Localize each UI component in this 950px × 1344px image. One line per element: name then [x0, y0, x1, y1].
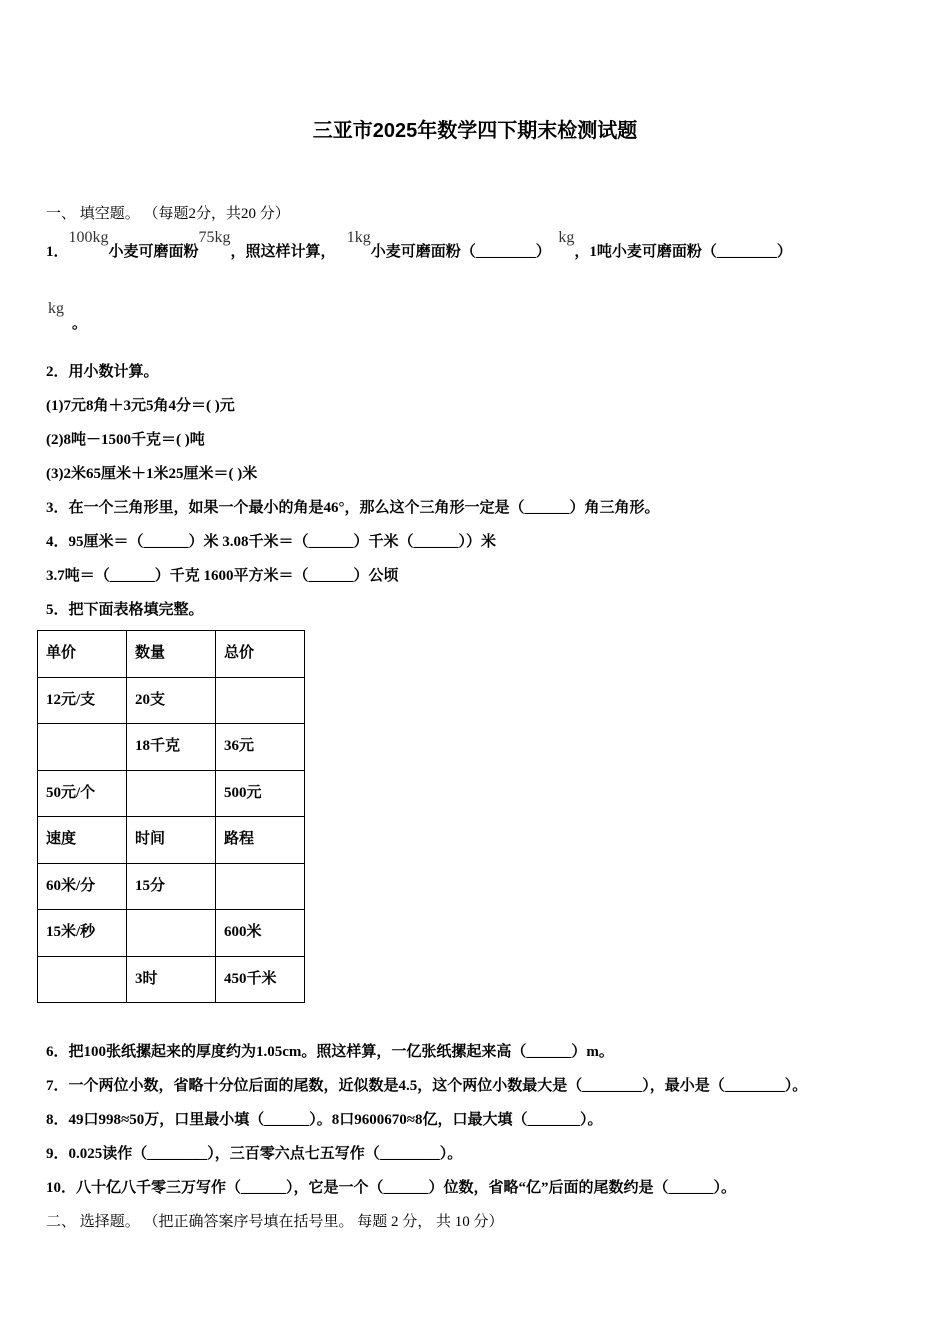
- table-cell: 3时: [127, 956, 216, 1003]
- section-2-heading: 二、 选择题。 （把正确答案序号填在括号里。 每题 2 分， 共 10 分）: [46, 1214, 504, 1230]
- table-cell: 15米/秒: [38, 910, 127, 957]
- table-cell: 15分: [127, 863, 216, 910]
- question-10: 10．八十亿八千零三万写作（______），它是一个（______）位数，省略“亿”后面的尾数约是（______）。: [46, 1180, 737, 1196]
- table-row: [38, 724, 305, 771]
- table-cell: 单价: [38, 631, 127, 678]
- question-4-line-2: 3.7吨＝（______）千克 1600平方米＝（______）公顷: [46, 568, 399, 584]
- table-cell: 60米/分: [38, 863, 127, 910]
- table-cell: [216, 863, 305, 910]
- table-cell: [38, 956, 127, 1003]
- table-row: [38, 910, 305, 957]
- table-cell: 500元: [216, 770, 305, 817]
- question-2-part-3: (3)2米65厘米＋1米25厘米＝( )米: [46, 466, 258, 482]
- q1-unit-1: 100kg: [68, 229, 109, 246]
- table-cell: 速度: [38, 817, 127, 864]
- table-cell: 600米: [216, 910, 305, 957]
- question-2-part-2: (2)8吨－1500千克＝( )吨: [46, 432, 205, 448]
- section-1-heading: 一、 填空题。 （每题2分，共20 分）: [46, 206, 290, 222]
- table-cell: [38, 724, 127, 771]
- q1-text-1: 小麦可磨面粉: [108, 244, 199, 260]
- q1-unit-3: 1kg: [346, 229, 371, 246]
- question-2: 2．用小数计算。: [46, 364, 159, 380]
- table-cell: 时间: [127, 817, 216, 864]
- table-cell: 12元/支: [38, 677, 127, 724]
- question-8: 8．49口998≈50万，口里最小填（______）。8口9600670≈8亿，口最大填（_______）。: [46, 1112, 603, 1128]
- q1-unit-2: 75kg: [198, 229, 231, 246]
- table-row: [38, 770, 305, 817]
- table-cell: 20支: [127, 677, 216, 724]
- table-cell: 36元: [216, 724, 305, 771]
- q1-text-4: ，1吨小麦可磨面粉（________）: [574, 244, 792, 260]
- table-row: [38, 677, 305, 724]
- q1-text-2: ，照这样计算，: [230, 244, 336, 260]
- table-row: [38, 863, 305, 910]
- question-6: 6．把100张纸摞起来的厚度约为1.05cm。照这样算，一亿张纸摞起来高（______）m。: [46, 1044, 614, 1060]
- table-row: [38, 956, 305, 1003]
- question-7: 7．一个两位小数，省略十分位后面的尾数，近似数是4.5，这个两位小数最大是（________），最小是（________）。: [46, 1078, 808, 1094]
- question-9: 9．0.025读作（________），三百零六点七五写作（________）。: [46, 1146, 463, 1162]
- table-cell: 路程: [216, 817, 305, 864]
- question-3: 3．在一个三角形里，如果一个最小的角是46°，那么这个三角形一定是（______）角三角形。: [46, 500, 660, 516]
- question-2-part-1: (1)7元8角＋3元5角4分＝( )元: [46, 398, 235, 414]
- table-cell: 总价: [216, 631, 305, 678]
- q1-continuation: [48, 300, 88, 339]
- q1-num: 1．: [46, 244, 69, 260]
- q1-unit-4: kg: [558, 229, 575, 246]
- table-cell: 450千米: [216, 956, 305, 1003]
- table-cell: 50元/个: [38, 770, 127, 817]
- q1-text-5: 。: [72, 316, 88, 332]
- table-row: [38, 817, 305, 864]
- table-row: [38, 631, 305, 678]
- table-cell: [216, 677, 305, 724]
- question-1: [46, 229, 792, 261]
- question-5: 5．把下面表格填完整。: [46, 602, 204, 618]
- price-quantity-table: [37, 630, 305, 1003]
- table-cell: [127, 910, 216, 957]
- table-cell: 数量: [127, 631, 216, 678]
- q1-text-3: 小麦可磨面粉（________）: [370, 244, 551, 260]
- question-4-line-1: 4．95厘米＝（______）米 3.08千米＝（______）千米（______））米: [46, 534, 497, 550]
- table-cell: 18千克: [127, 724, 216, 771]
- table-cell: [127, 770, 216, 817]
- q1-unit-5: kg: [48, 300, 64, 317]
- page-title: 三亚市2025年数学四下期末检测试题: [312, 120, 638, 142]
